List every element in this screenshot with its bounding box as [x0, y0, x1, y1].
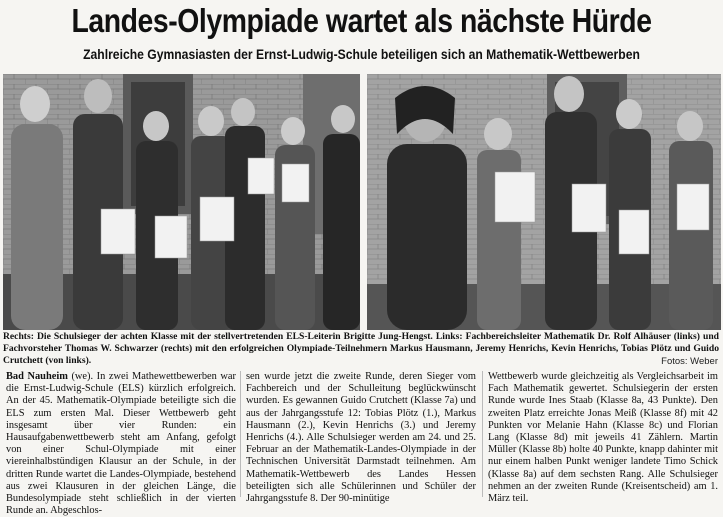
headline: Landes-Olympiade wartet als nächste Hürde [71, 2, 652, 39]
body-column-2 [246, 371, 476, 505]
photo-right-image [367, 74, 721, 330]
dateline: Bad Nauheim [6, 371, 68, 382]
body-column-1 [6, 371, 236, 517]
column-divider [240, 371, 241, 497]
photo-right [367, 74, 721, 330]
photo-credit: Fotos: Weber [657, 356, 718, 367]
photo-left-image [3, 74, 360, 330]
photo-caption: Rechts: Die Schulsieger der achten Klasse mit der stellvertretenden ELS-Leiterin Brigitte Jung-Hengst. Links: Fachbereichsleiter Mathematik Dr. Rolf Alhäuser (links) und Fachvorsteher Thomas W. Schwarzer (rechts) mit den erfolgreichen Olympiade-Teilnehmern Markus Hausmann, Jeremy Henrichs, Kevin Henrichs, Tobias Plötz und Guido Crutchett (von links). [3, 331, 719, 366]
column-divider [482, 371, 483, 497]
subheadline: Zahlreiche Gymnasiasten der Ernst-Ludwig-Schule beteiligen sich an Mathematik-Wettbewerben [83, 47, 640, 62]
photo-left [3, 74, 360, 330]
body-text-3: Wettbewerb wurde gleichzeitig als Vergleichsarbeit im Fach Mathematik gewertet. Schulsiegerin der ersten Runde wurde Ines Staab (Klasse 8a, 43 Punkte). Den zweiten Platz erreichte Jonas Meiß (Klasse 8f) mit 42 Punkten vor Melanie Hahn (Klasse 8c) und Florian Lang (Klasse 8d) mit jeweils 41 Zählern. Martin Müller (Klasse 8b) holte 40 Punkte, knapp dahinter mit nur einem halben Punkt weniger landete Timo Schick (Klasse 8a) auf dem sechsten Rang. Alle Schulsieger nehmen an der zweiten Runde (Kreisentscheid) am 1. März teil. [488, 371, 718, 505]
body-column-3 [488, 371, 718, 505]
body-text-1: (we). In zwei Mathewettbewerben war die Ernst-Ludwig-Schule (ELS) kürzlich erfolgreich. An der 45. Mathematik-Olympiade beteiligte sich die ELS zum ersten Mal. Dieser Wettbewerb geht insgesamt über vier Runden: ein Hausaufgabenwettbewerb steht am Anfang, gefolgt von einer Schul-Olympiade mit einer viereinhalbstündigen Klausur an der Schule, in der dritten Runde wartet die Landes-Olympiade, bestehend aus zwei Klausuren in der gleichen Länge, die Bundesolympiade steht schließlich in der vierten Runde an. Abgeschlos- [6, 371, 236, 517]
body-text-2: sen wurde jetzt die zweite Runde, deren Sieger vom Fachbereich und der Schulleitung beglückwünscht wurden. Es gewannen Guido Crutchett (Klasse 7a) und aus der Jahrgangsstufe 12: Tobias Plötz (1.), Markus Hausmann (2.), Kevin Henrichs (3.) und Jeremy Henrichs (4.). Alle Schulsieger werden am 24. und 25. Februar an der Mathematik-Landes-Olympiade in der Technischen Universität Darmstadt teilnehmen. Am Mathematik-Wettbewerb des Landes Hessen beteiligten sich alle Schülerinnen und Schüler der Jahrgangsstufe 8. Der 90-minütige [246, 371, 476, 505]
